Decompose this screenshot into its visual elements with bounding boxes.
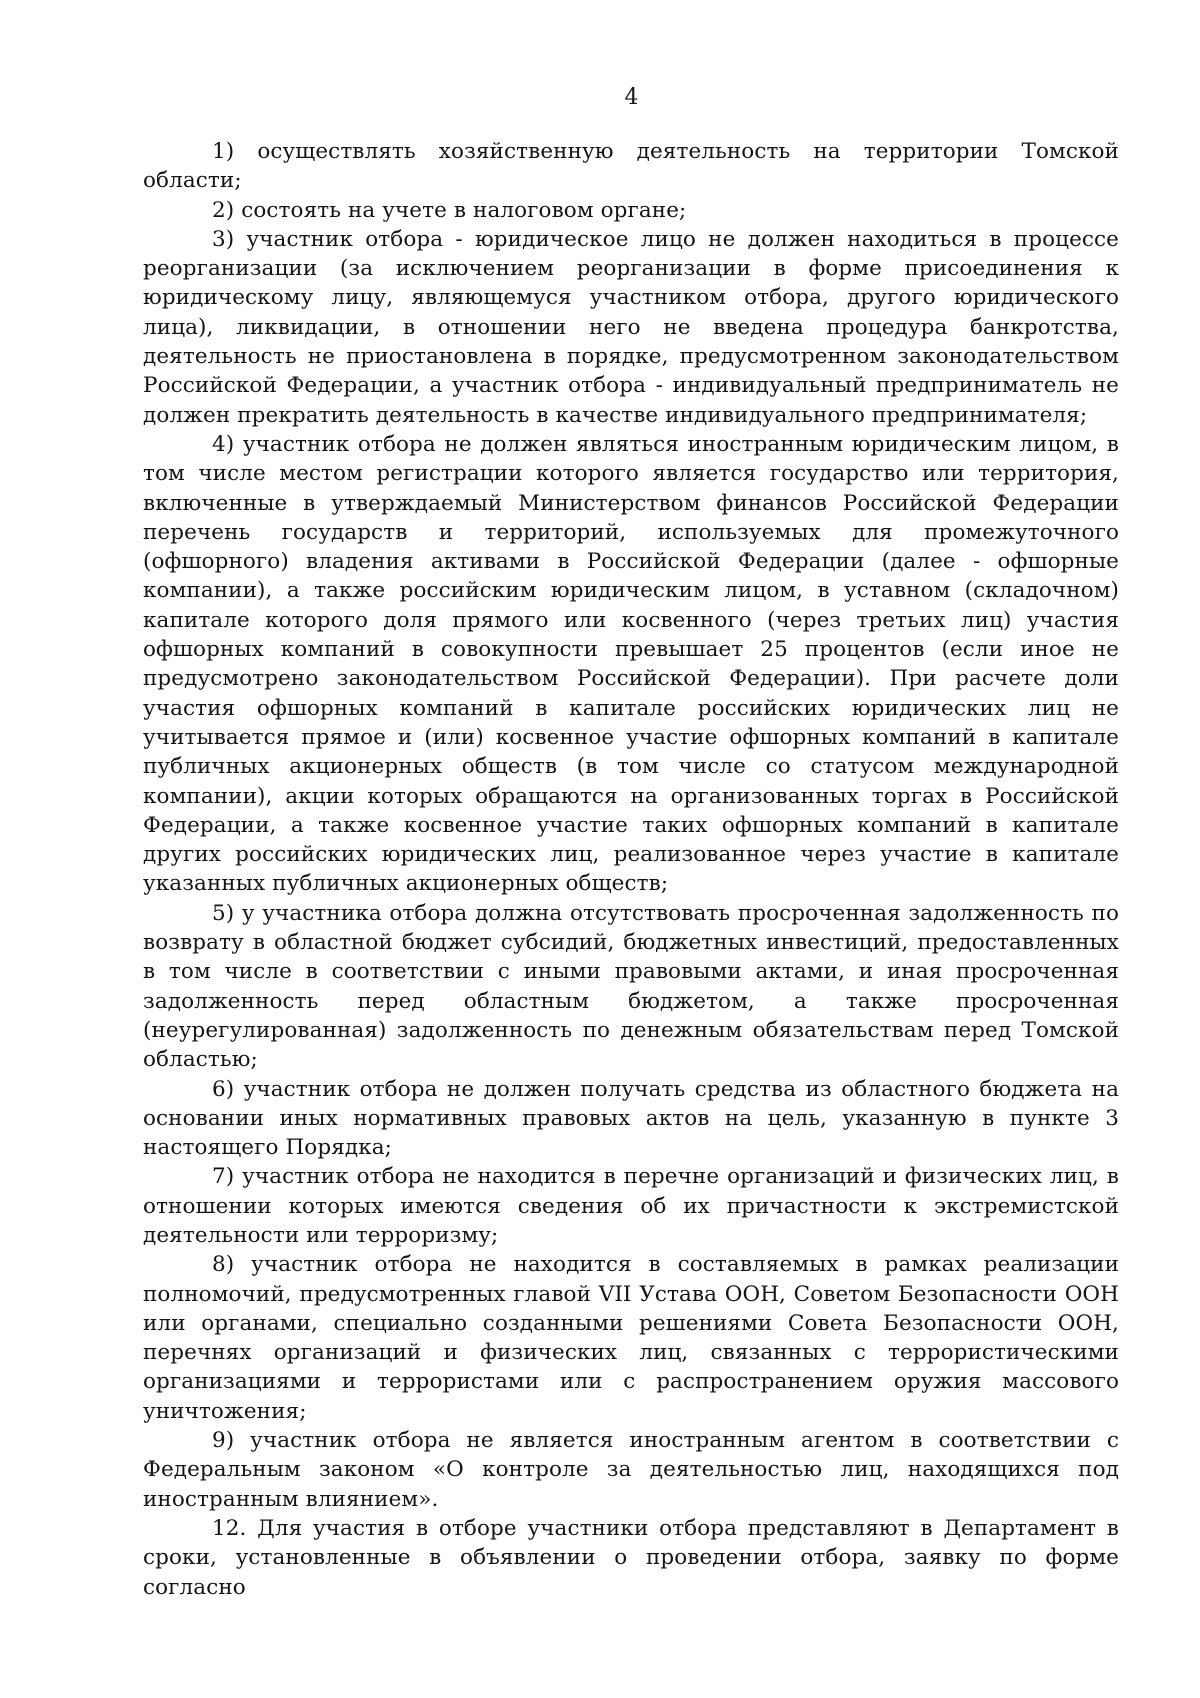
paragraph-item-8: 8) участник отбора не находится в составляемых в рамках реализации полномочий, предусмотренных главой VII Устава ООН, Советом Безопасности ООН или органами, специально созданными решениями Совета Безопасности ООН, перечнях организаций и физических лиц, связанных с террористическими организациями и террористами или с распространением оружия массового уничтожения;	[143, 1252, 1119, 1424]
paragraph-item-4: 4) участник отбора не должен являться иностранным юридическим лицом, в том числе местом регистрации которого является государство или территория, включенные в утверждаемый Министерством финансов Российской Федерации перечень государств и территорий, используемых для промежуточного (офшорного) владения активами в Российской Федерации (далее - офшорные компании), а также российским юридическим лицом, в уставном (складочном) капитале которого доля прямого или косвенного (через третьих лиц) участия офшорных компаний в совокупности превышает 25 процентов (если иное не предусмотрено законодательством Российской Федерации). При расчете доли участия офшорных компаний в капитале российских юридических лиц не учитывается прямое и (или) косвенное участие офшорных компаний в капитале публичных акционерных обществ (в том числе со статусом международной компании), акции которых обращаются на организованных торгах в Российской Федерации, а также косвенное участие таких офшорных компаний в капитале других российских юридических лиц, реализованное через участие в капитале указанных публичных акционерных обществ;	[143, 431, 1119, 897]
paragraph-clause-12: 12. Для участия в отборе участники отбора представляют в Департамент в сроки, установленные в объявлении о проведении отбора, заявку по форме согласно	[143, 1515, 1119, 1600]
paragraph-item-7: 7) участник отбора не находится в перечне организаций и физических лиц, в отношении которых имеются сведения об их причастности к экстремистской деятельности или терроризму;	[143, 1164, 1119, 1248]
paragraph-item-3: 3) участник отбора - юридическое лицо не должен находиться в процессе реорганизации (за исключением реорганизации в форме присоединения к юридическому лицу, являющемуся участником отбора, другого юридического лица), ликвидации, в отношении него не введена процедура банкротства, деятельность не приостановлена в порядке, предусмотренном законодательством Российской Федерации, а участник отбора - индивидуальный предприниматель не должен прекратить деятельность в качестве индивидуального предпринимателя;	[143, 226, 1119, 428]
page-number: 4	[624, 85, 639, 110]
paragraph-item-9: 9) участник отбора не является иностранным агентом в соответствии с Федеральным законом «О контроле за деятельностью лиц, находящихся под иностранным влиянием».	[143, 1428, 1119, 1512]
paragraph-item-2: 2) состоять на учете в налоговом органе;	[212, 197, 687, 223]
paragraph-item-5: 5) у участника отбора должна отсутствовать просроченная задолженность по возврату в областной бюджет субсидий, бюджетных инвестиций, предоставленных в том числе в соответствии с иными правовыми актами, и иная просроченная задолженность перед областным бюджетом, а также просроченная (неурегулированная) задолженность по денежным обязательствам перед Томской областью;	[143, 900, 1119, 1073]
document-body	[143, 137, 1119, 1602]
paragraph-item-6: 6) участник отбора не должен получать средства из областного бюджета на основании иных нормативных правовых актов на цель, указанную в пункте 3 настоящего Порядка;	[143, 1076, 1119, 1161]
paragraph-item-1: 1) осуществлять хозяйственную деятельность на территории Томской области;	[143, 139, 1119, 194]
